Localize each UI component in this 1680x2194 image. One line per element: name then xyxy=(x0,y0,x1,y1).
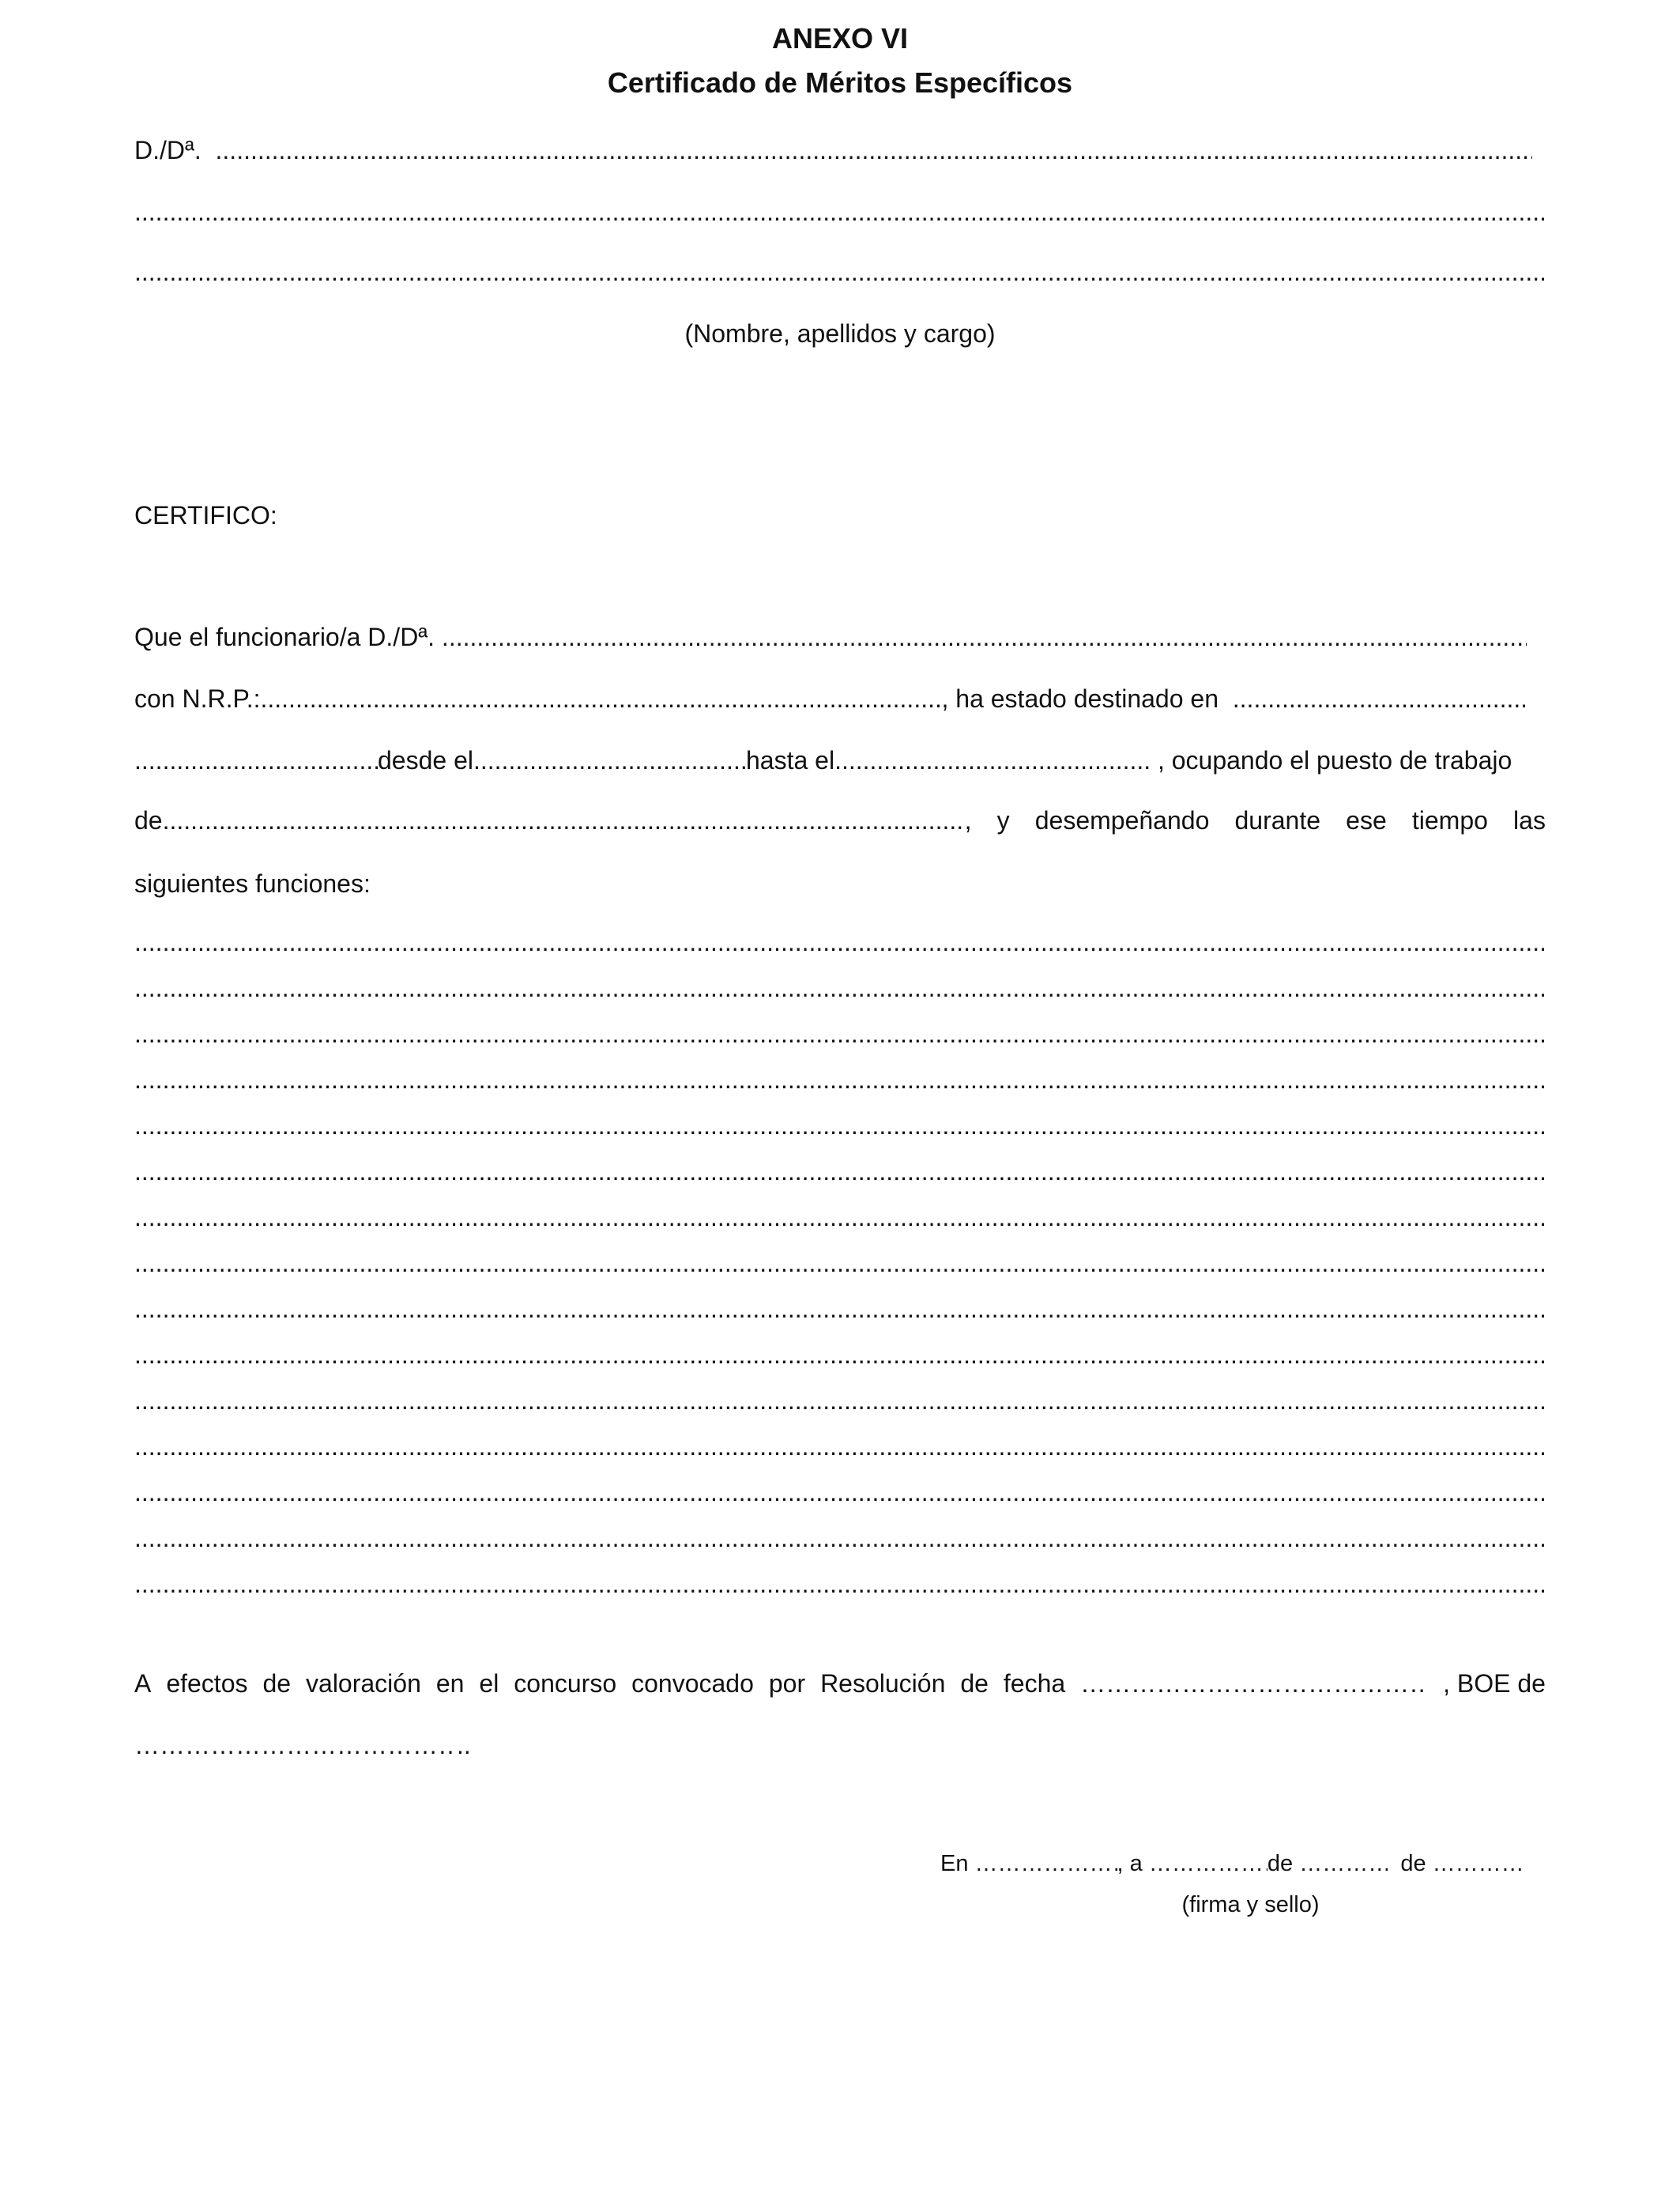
word: ese xyxy=(1346,806,1387,835)
word: de xyxy=(960,1669,989,1698)
de-label-2: de xyxy=(1400,1851,1426,1876)
fill-line xyxy=(1149,1848,1268,1879)
function-line xyxy=(134,1339,1546,1370)
function-line xyxy=(134,1018,1546,1050)
fill-line xyxy=(1433,1848,1521,1879)
function-line xyxy=(134,1522,1546,1554)
fill-line xyxy=(834,745,1151,776)
occupying-label: , ocupando el puesto de trabajo xyxy=(1157,746,1512,775)
word: valoración xyxy=(306,1669,421,1698)
destined-label: , ha estado destinado en xyxy=(941,684,1219,713)
function-line xyxy=(134,1155,1546,1187)
word: A xyxy=(134,1669,152,1698)
word: el xyxy=(479,1669,499,1698)
boe-label: , BOE de xyxy=(1443,1669,1546,1698)
function-line xyxy=(134,1476,1546,1508)
fill-line xyxy=(442,621,1527,653)
until-label: hasta el xyxy=(745,746,835,775)
function-line xyxy=(134,1431,1546,1462)
word: Resolución xyxy=(820,1669,946,1698)
word: fecha xyxy=(1003,1669,1066,1698)
valuation-line-2 xyxy=(134,1729,1546,1761)
signatory-caption: (Nombre, apellidos y cargo) xyxy=(684,319,996,348)
word: tiempo xyxy=(1411,806,1488,835)
fill-line xyxy=(216,134,1532,166)
fill-line xyxy=(975,1848,1117,1879)
word: en xyxy=(435,1669,465,1698)
function-line xyxy=(134,1064,1546,1095)
signature-date-line xyxy=(940,1848,1561,1879)
fill-line xyxy=(260,683,941,714)
fill-line xyxy=(134,196,1544,228)
certify-line-2 xyxy=(134,683,1546,714)
function-line xyxy=(134,1385,1546,1416)
fill-line xyxy=(134,256,1544,288)
signatory-line-2 xyxy=(134,196,1546,228)
of-label: de xyxy=(134,806,163,835)
function-line xyxy=(134,1293,1546,1325)
of-segment xyxy=(134,805,971,836)
de-label-1: de xyxy=(1267,1851,1294,1876)
en-label: En xyxy=(940,1851,969,1876)
certify-intro: Que el funcionario/a D./Dª. xyxy=(134,623,435,651)
fill-line xyxy=(473,745,746,776)
fill-line xyxy=(134,745,378,776)
signatory-prefix: D./Dª. xyxy=(134,136,202,164)
function-line xyxy=(134,926,1546,958)
nrp-label: con N.R.P.: xyxy=(134,684,261,713)
valuation-end: .. xyxy=(457,1731,471,1759)
function-line xyxy=(134,1201,1546,1233)
word: durante xyxy=(1234,806,1321,835)
word: por xyxy=(768,1669,806,1698)
fill-line xyxy=(163,805,965,836)
fill-line xyxy=(1233,683,1525,714)
word: convocado xyxy=(631,1669,754,1698)
fill-line xyxy=(134,1729,457,1761)
function-line xyxy=(134,1247,1546,1279)
function-line xyxy=(134,1110,1546,1141)
word: las xyxy=(1513,806,1546,835)
word: concurso xyxy=(514,1669,617,1698)
certify-line-1 xyxy=(134,621,1546,653)
word: y xyxy=(996,806,1010,835)
certify-line-4 xyxy=(134,805,1546,836)
word: desempeñando xyxy=(1034,806,1210,835)
function-line xyxy=(134,1568,1546,1600)
certify-line-3 xyxy=(134,745,1546,776)
signature-caption: (firma y sello) xyxy=(1181,1892,1320,1917)
function-line xyxy=(134,972,1546,1004)
annex-title: ANEXO VI xyxy=(771,22,909,55)
a-label: , a xyxy=(1117,1851,1143,1876)
certify-heading: CERTIFICO: xyxy=(134,501,277,530)
document-title: Certificado de Méritos Específicos xyxy=(607,66,1073,99)
valuation-line-1 xyxy=(134,1668,1546,1699)
comma: , xyxy=(964,806,972,835)
fill-line xyxy=(1080,1668,1428,1699)
functions-label: siguientes funciones: xyxy=(134,869,371,898)
since-label: desde el xyxy=(378,746,473,775)
signatory-line-1 xyxy=(134,134,1546,166)
fill-line xyxy=(1299,1848,1388,1879)
word: efectos xyxy=(166,1669,248,1698)
word: de xyxy=(262,1669,292,1698)
signatory-line-3 xyxy=(134,256,1546,288)
